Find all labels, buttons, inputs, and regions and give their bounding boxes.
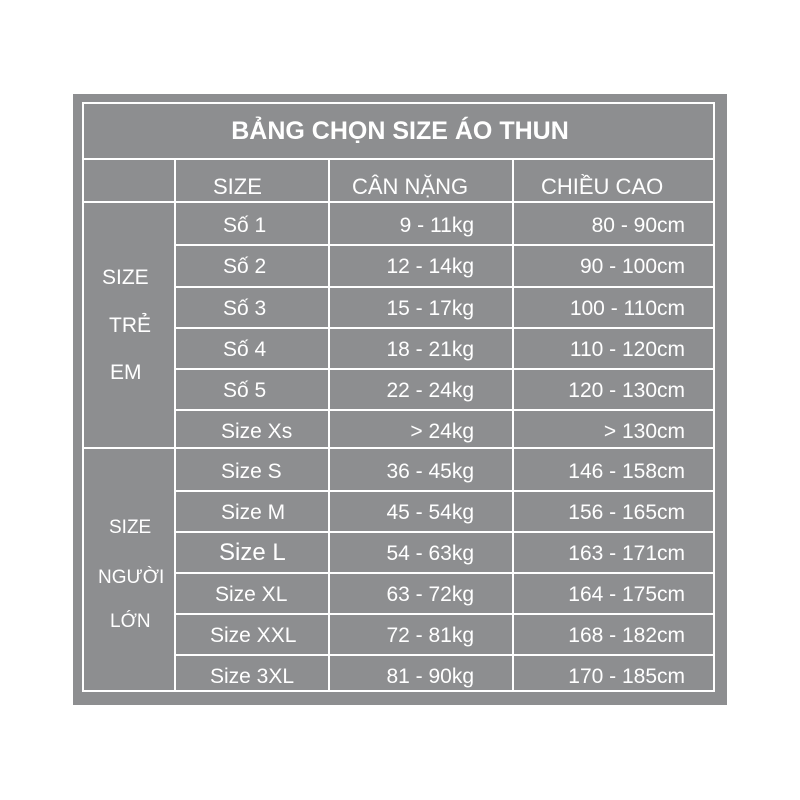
group-kids-line-1: SIZE [102, 266, 149, 289]
cell-weight: 45 - 54kg [386, 501, 474, 524]
row-divider [174, 531, 715, 533]
row-divider [174, 654, 715, 656]
outer-border-top [82, 102, 715, 104]
chart-title: BẢNG CHỌN SIZE ÁO THUN [231, 117, 569, 145]
row-divider [174, 572, 715, 574]
cell-weight: 18 - 21kg [386, 338, 474, 361]
cell-weight: 54 - 63kg [386, 542, 474, 565]
cell-height: 164 - 175cm [568, 583, 685, 606]
cell-height: 146 - 158cm [568, 460, 685, 483]
row-divider [174, 244, 715, 246]
cell-size: Size Xs [221, 420, 293, 443]
cell-weight: 15 - 17kg [386, 297, 474, 320]
cell-height: 100 - 110cm [569, 297, 685, 320]
header-weight: CÂN NẶNG [352, 174, 469, 199]
cell-height: 110 - 120cm [569, 338, 685, 361]
outer-border-bottom [82, 690, 715, 692]
header-divider [82, 201, 715, 203]
cell-height: > 130cm [603, 420, 685, 443]
group-adults-line-1: SIZE [109, 517, 152, 538]
cell-weight: > 24kg [410, 420, 474, 443]
cell-height: 80 - 90cm [591, 214, 685, 237]
cell-height: 170 - 185cm [568, 665, 685, 688]
cell-size: Size XXL [210, 624, 297, 647]
cell-size: Số 1 [223, 214, 267, 237]
cell-weight: 9 - 11kg [399, 214, 474, 237]
cell-weight: 22 - 24kg [386, 379, 474, 402]
cell-weight: 36 - 45kg [386, 460, 474, 483]
cell-size: Size L [219, 539, 286, 566]
col-divider-1 [174, 158, 176, 692]
cell-size: Số 5 [223, 379, 267, 402]
cell-size: Số 4 [223, 338, 267, 361]
header-size: SIZE [213, 174, 262, 199]
row-divider [174, 327, 715, 329]
cell-size: Số 2 [223, 255, 267, 278]
row-divider [174, 368, 715, 370]
cell-size: Size 3XL [210, 665, 295, 688]
header-height: CHIỀU CAO [541, 174, 664, 199]
cell-height: 90 - 100cm [579, 255, 685, 278]
row-divider [174, 409, 715, 411]
group-adults-line-2: NGƯỜI [98, 567, 165, 588]
group-kids-line-2: TRẺ [109, 314, 151, 337]
cell-size: Số 3 [223, 297, 267, 320]
cell-size: Size S [221, 460, 282, 483]
size-chart [73, 94, 727, 705]
cell-height: 163 - 171cm [568, 542, 685, 565]
cell-size: Size M [221, 501, 286, 524]
col-divider-3 [512, 158, 514, 692]
group-kids-line-3: EM [110, 361, 142, 384]
cell-weight: 12 - 14kg [386, 255, 474, 278]
outer-border-right [713, 102, 715, 692]
group-adults-line-3: LỚN [110, 611, 151, 632]
cell-weight: 72 - 81kg [386, 624, 474, 647]
row-divider [174, 490, 715, 492]
col-divider-2 [328, 158, 330, 692]
row-divider [174, 613, 715, 615]
group-divider [82, 447, 715, 449]
cell-size: Size XL [215, 583, 288, 606]
cell-height: 120 - 130cm [568, 379, 685, 402]
outer-border-left [82, 102, 84, 692]
cell-weight: 81 - 90kg [386, 665, 474, 688]
title-divider [82, 158, 715, 160]
cell-weight: 63 - 72kg [386, 583, 474, 606]
cell-height: 168 - 182cm [568, 624, 685, 647]
cell-height: 156 - 165cm [568, 501, 685, 524]
row-divider [174, 286, 715, 288]
